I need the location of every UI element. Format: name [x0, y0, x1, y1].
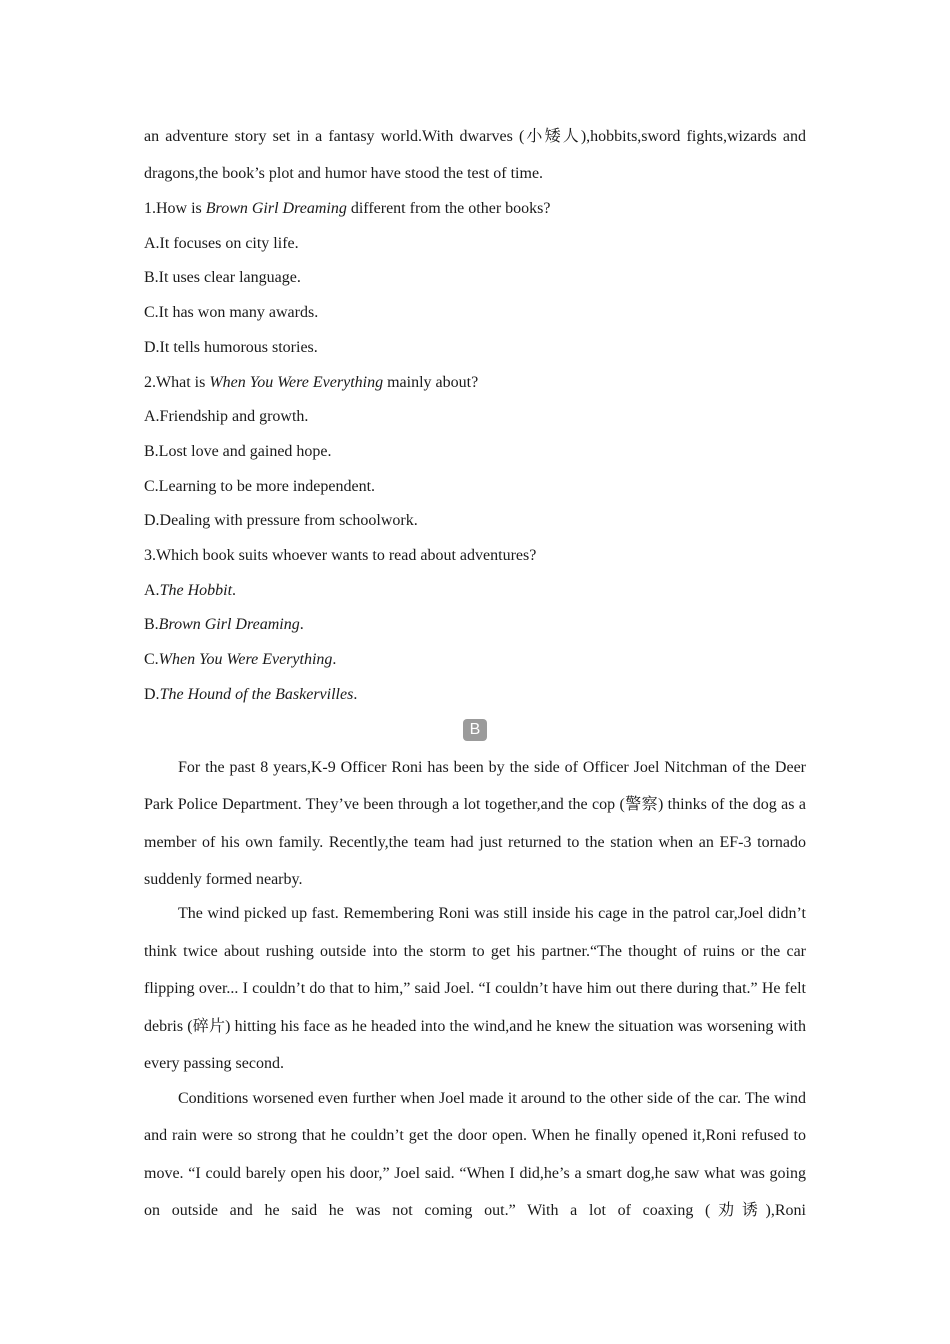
- question-3: [144, 539, 806, 713]
- question-3-option-a: A.The Hobbit.: [144, 581, 237, 599]
- passage-paragraph: The wind picked up fast. Remembering Roni was still inside his cage in the patrol car,Joel didn’t think twice about rushing outside into the storm to get his partner.“The thought of ruins or the car flipping over... I couldn’t do that to him,” said Joel. “I couldn’t have him out there during that.” He felt debris (碎片) hitting his face as he headed into the wind,and he knew the situation was worsening with every passing second.: [144, 905, 806, 1073]
- question-1: [144, 192, 806, 366]
- passage-paragraph: Conditions worsened even further when Joel made it around to the other side of the car. The wind and rain were so strong that he couldn’t get the door open. When he finally opened it,Roni refused to move. “I could barely open his door,” Joel said. “When I did,he’s a smart dog,he saw what was going on outside and he said he was not coming out.” With a lot of coaxing (劝诱),Roni: [144, 1089, 806, 1220]
- question-1-option-d: D.It tells humorous stories.: [144, 338, 318, 356]
- book-title: When You Were Everything: [158, 651, 333, 669]
- question-1-option-c: C.It has won many awards.: [144, 304, 319, 322]
- question-3-stem: 3.Which book suits whoever wants to read about adventures?: [144, 547, 537, 565]
- passage-paragraph: For the past 8 years,K-9 Officer Roni has been by the side of Officer Joel Nitchman of the Deer Park Police Department. They’ve been through a lot together,and the cop (警察) thinks of the dog as a member of his own family. Recently,the team had just returned to the station when an EF-3 tornado suddenly formed nearby.: [144, 758, 806, 889]
- question-3-option-c: C.When You Were Everything.: [144, 651, 337, 669]
- question-1-option-b: B.It uses clear language.: [144, 269, 301, 287]
- question-2-stem: 2.What is When You Were Everything mainly about?: [144, 373, 479, 391]
- question-3-option-d: D.The Hound of the Baskervilles.: [144, 685, 358, 703]
- book-title: The Hobbit: [159, 581, 233, 599]
- section-badge: B: [463, 719, 487, 741]
- question-1-option-a: A.It focuses on city life.: [144, 234, 299, 252]
- intro-paragraph-block: [144, 119, 806, 192]
- passage-b: [144, 749, 806, 1230]
- question-2-option-c: C.Learning to be more independent.: [144, 477, 376, 495]
- intro-paragraph: an adventure story set in a fantasy world.With dwarves (小矮人),hobbits,sword fights,wizards and dragons,the book’s plot and humor have stood the test of time.: [144, 128, 806, 182]
- question-3-option-b: B.Brown Girl Dreaming.: [144, 616, 304, 634]
- question-2-option-d: D.Dealing with pressure from schoolwork.: [144, 512, 418, 530]
- book-title: Brown Girl Dreaming: [158, 616, 300, 634]
- question-2-option-a: A.Friendship and growth.: [144, 408, 309, 426]
- question-1-stem: 1.How is Brown Girl Dreaming different from the other books?: [144, 200, 551, 217]
- book-title: When You Were Everything: [209, 373, 384, 391]
- document-page: [144, 119, 806, 1230]
- question-2-option-b: B.Lost love and gained hope.: [144, 442, 332, 460]
- section-header: [144, 713, 806, 747]
- book-title: The Hound of the Baskervilles: [159, 685, 354, 703]
- book-title: Brown Girl Dreaming: [205, 200, 347, 217]
- question-2: [144, 366, 806, 540]
